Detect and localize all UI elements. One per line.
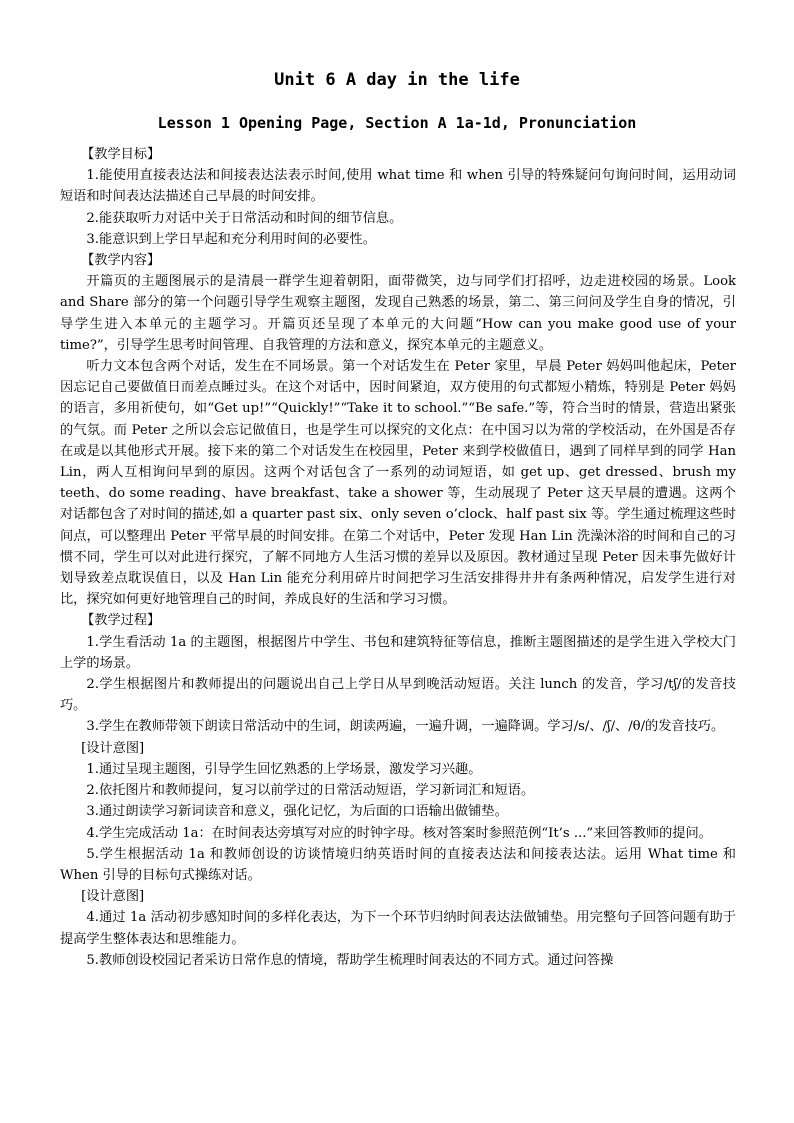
process-step: 4.学生完成活动 1a：在时间表达旁填写对应的时钟字母。核对答案时参照范例“It’s ...”来回答教师的提问。 xyxy=(86,825,712,841)
design-intent-item: 1.通过呈现主题图，引导学生回忆熟悉的上学场景，激发学习兴趣。 xyxy=(86,761,482,777)
design-intent-heading: [设计意图] xyxy=(81,889,145,905)
process-step: 1.学生看活动 1a 的主题图，根据图片中学生、书包和建筑特征等信息，推断主题图描述的是学生进入学校大门上学的场景。 xyxy=(60,634,736,671)
content-paragraph: 开篇页的主题图展示的是清晨一群学生迎着朝阳，面带微笑，边与同学们打招呼，边走进校园的场景。Look and Share 部分的第一个问题引导学生观察主题图，发现自己熟悉的场景，第二、第三问问及学生自身的情况，引导学生进入本单元的主题学习。开篇页还呈现了本单元的大问题“How can you make good use of your time?”，引导学生思考时间管理、自我管理的方法和意义，探究本单元的主题意义。 xyxy=(60,274,736,353)
objective-item: 2.能获取听力对话中关于日常活动和时间的细节信息。 xyxy=(86,210,403,226)
document-title: Unit 6 A day in the life xyxy=(274,70,520,90)
design-intent-item: 3.通过朗读学习新词读音和意义，强化记忆，为后面的口语输出做铺垫。 xyxy=(86,804,508,820)
section-heading-content: 【教学内容】 xyxy=(81,253,161,269)
section-heading-process: 【教学过程】 xyxy=(81,613,161,629)
content-paragraph: 听力文本包含两个对话，发生在不同场景。第一个对话发生在 Peter 家里，早晨 Peter 妈妈叫他起床，Peter 因忘记自己要做值日而差点睡过头。在这个对话中，因时间紧迫，双方使用的句式都短小精炼，特别是 Peter 妈妈的语言，多用祈使句，如“Get up!”“Quickly!”“Take it to school.”“Be safe.”等，符合当时的情景，营造出紧张的气氛。而 Peter 之所以会忘记做值日，也是学生可以探究的文化点：在中国习以为常的学校活动，在外国是否存在或是以其他形式开展。接下来的第二个对话发生在校园里，Peter 来到学校做值日，遇到了同样早到的同学 Han Lin，两人互相询问早到的原因。这两个对话包含了一系列的动词短语，如 get up、get dressed、brush my teeth、do some reading、have breakfast、take a shower 等，生动展现了 Peter 这天早晨的遭遇。这两个对话都包含了对时间的描述,如 a quarter past six、only seven o’clock、half past six 等。学生通过梳理这些时间点，可以整理出 Peter 平常早晨的时间安排。在第二个对话中，Peter 发现 Han Lin 洗澡沐浴的时间和自己的习惯不同，学生可以对此进行探究，了解不同地方人生活习惯的差异以及原因。教材通过呈现 Peter 因未事先做好计划导致差点耽误值日，以及 Han Lin 能充分利用碎片时间把学习生活安排得井井有条两种情况，启发学生进行对比，探究如何更好地管理自己的时间，养成良好的生活和学习习惯。 xyxy=(60,359,736,608)
process-step: 5.学生根据活动 1a 和教师创设的访谈情境归纳英语时间的直接表达法和间接表达法。运用 What time 和 When 引导的目标句式操练对话。 xyxy=(60,846,736,883)
process-step: 2.学生根据图片和教师提出的问题说出自己上学日从早到晚活动短语。关注 lunch 的发音，学习/tʃ/的发音技巧。 xyxy=(60,677,736,714)
section-heading-objectives: 【教学目标】 xyxy=(81,147,161,162)
objective-item: 1.能使用直接表达法和间接表达法表示时间,使用 what time 和 when 引导的特殊疑问句询问时间，运用动词短语和时间表达法描述自己早晨的时间安排。 xyxy=(60,168,736,205)
document-body xyxy=(60,144,736,971)
objective-item: 3.能意识到上学日早起和充分利用时间的必要性。 xyxy=(86,231,376,247)
design-intent-item: 2.依托图片和教师提问，复习以前学过的日常活动短语，学习新词汇和短语。 xyxy=(86,783,535,799)
design-intent-item: 4.通过 1a 活动初步感知时间的多样化表达，为下一个环节归纳时间表达法做铺垫。用完整句子回答问题有助于提高学生整体表达和思维能力。 xyxy=(60,910,736,947)
design-intent-item: 5.教师创设校园记者采访日常作息的情境，帮助学生梳理时间表达的不同方式。通过问答操 xyxy=(86,952,614,968)
design-intent-heading: [设计意图] xyxy=(81,740,145,756)
document-subtitle: Lesson 1 Opening Page, Section A 1a-1d, Pronunciation xyxy=(157,114,637,132)
process-step: 3.学生在教师带领下朗读日常活动中的生词，朗读两遍，一遍升调，一遍降调。学习/s/、/ʃ/、/θ/的发音技巧。 xyxy=(86,719,725,735)
